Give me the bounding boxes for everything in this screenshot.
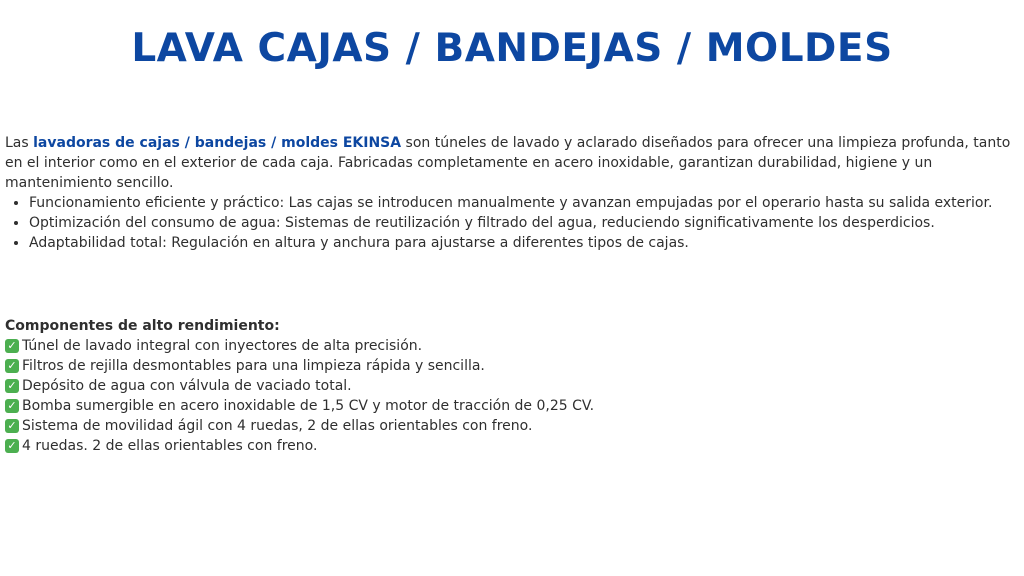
component-text: 4 ruedas. 2 de ellas orientables con freno. [22, 438, 318, 454]
feature-list [5, 193, 1005, 253]
intro-paragraph [5, 133, 1023, 193]
check-mark-icon: ✓ [5, 399, 19, 413]
component-text: Filtros de rejilla desmontables para una limpieza rápida y sencilla. [22, 358, 485, 374]
intro-suffix: son túneles de lavado y aclarado diseñados para ofrecer una limpieza profunda, tanto en el interior como en el exterior de cada caja. Fabricadas completamente en acero inoxidable, garantizan durabilidad, higiene y un mantenimiento sencillo. [5, 135, 1011, 191]
component-item [5, 396, 1005, 416]
component-text: Depósito de agua con válvula de vaciado total. [22, 378, 352, 394]
intro-highlight: lavadoras de cajas / bandejas / moldes EKINSA [33, 135, 402, 151]
component-text: Bomba sumergible en acero inoxidable de 1,5 CV y motor de tracción de 0,25 CV. [22, 398, 595, 414]
page-title: LAVA CAJAS / BANDEJAS / MOLDES [131, 26, 893, 71]
check-mark-icon: ✓ [5, 359, 19, 373]
feature-item: • Optimización del consumo de agua: Sistemas de reutilización y filtrado del agua, reduciendo significativamente los desperdicios. [29, 213, 1005, 233]
intro-prefix: Las [5, 135, 34, 151]
component-item [5, 416, 1005, 436]
component-text: Sistema de movilidad ágil con 4 ruedas, 2 de ellas orientables con freno. [22, 418, 533, 434]
check-mark-icon: ✓ [5, 419, 19, 433]
check-mark-icon: ✓ [5, 439, 19, 453]
components-list [5, 336, 1005, 456]
component-item [5, 356, 1005, 376]
component-text: Túnel de lavado integral con inyectores de alta precisión. [22, 338, 423, 354]
component-item [5, 436, 1005, 456]
component-item [5, 376, 1005, 396]
component-item [5, 336, 1005, 356]
feature-item: • Funcionamiento eficiente y práctico: Las cajas se introducen manualmente y avanzan empujadas por el operario hasta su salida exterior. [29, 193, 1005, 213]
components-heading: Componentes de alto rendimiento: [5, 318, 280, 334]
feature-item: • Adaptabilidad total: Regulación en altura y anchura para ajustarse a diferentes tipos de cajas. [29, 233, 1005, 253]
check-mark-icon: ✓ [5, 339, 19, 353]
check-mark-icon: ✓ [5, 379, 19, 393]
